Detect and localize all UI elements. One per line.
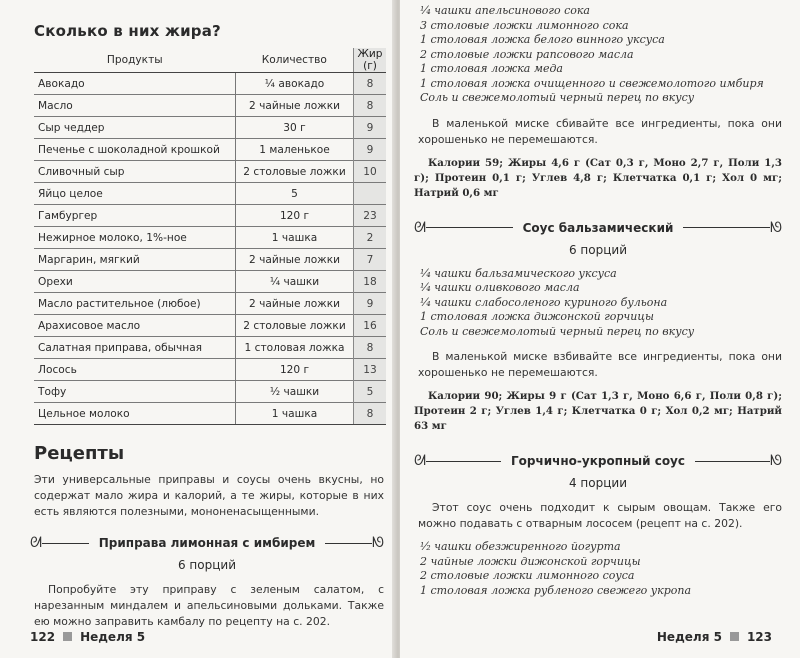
list-item: 2 столовые ложки рапсового масла	[420, 47, 634, 61]
quantity-cell: 120 г	[236, 205, 354, 227]
table-row	[34, 227, 386, 249]
fat-content-table	[34, 48, 386, 425]
table-header-row	[34, 48, 386, 73]
square-bullet-icon	[730, 632, 739, 641]
fat-cell: 9	[354, 117, 387, 139]
fat-cell: 8	[354, 403, 387, 425]
table-row	[34, 293, 386, 315]
left-page	[0, 0, 396, 658]
recipe-portions: 6 порций	[177, 558, 237, 572]
recipe-title-ornament	[414, 217, 782, 239]
list-item: 1 столовая ложка дижонской горчицы	[420, 310, 654, 323]
list-item: ¹⁄₄ чашки оливкового масла	[420, 281, 580, 294]
recipe-title-ornament	[414, 450, 782, 472]
recipe-portions: 4 порции	[568, 476, 628, 490]
list-item: 1 столовая ложка белого винного уксуса	[420, 33, 665, 46]
product-cell: Маргарин, мягкий	[34, 249, 236, 271]
quantity-cell: ¹⁄₄ чашки	[236, 271, 354, 293]
list-item: Соль и свежемолотый черный перец по вкусу	[420, 91, 695, 104]
table-row	[34, 315, 386, 337]
page-number: 122	[30, 630, 56, 644]
fat-cell: 8	[354, 95, 387, 117]
fat-cell: 8	[354, 73, 387, 95]
list-item: 2 столовые ложки лимонного соуса	[420, 569, 635, 582]
table-row	[34, 249, 386, 271]
recipe-title: Приправа лимонная с имбирем	[98, 536, 316, 550]
product-cell: Лосось	[34, 359, 236, 381]
table-row	[34, 381, 386, 403]
product-cell: Сливочный сыр	[34, 161, 236, 183]
col-header-fat: Жир (г)	[354, 48, 387, 73]
col-header-products: Продукты	[34, 48, 236, 73]
product-cell: Орехи	[34, 271, 236, 293]
table-row	[34, 73, 386, 95]
fat-cell: 16	[354, 315, 387, 337]
scroll-ornament-icon: ᘚ	[770, 219, 783, 236]
product-cell: Гамбургер	[34, 205, 236, 227]
fat-cell: 9	[354, 293, 387, 315]
method-balsamic: В маленькой миске взбивайте все ингредиенты, пока они хорошенько не перемешаются.	[418, 350, 782, 379]
quantity-cell: 1 чашка	[236, 227, 354, 249]
method-lemon: В маленькой миске сбивайте все ингредиенты, пока они хорошенько не перемешаются.	[418, 116, 782, 146]
quantity-cell: 30 г	[236, 117, 354, 139]
product-cell: Печенье с шоколадной крошкой	[34, 139, 236, 161]
quantity-cell: ¹⁄₂ чашки	[236, 381, 354, 403]
page-footer-right	[657, 630, 772, 644]
list-item: 2 чайные ложки дижонской горчицы	[420, 554, 641, 568]
right-page	[400, 0, 800, 658]
quantity-cell: 2 чайные ложки	[236, 95, 354, 117]
quantity-cell: ¹⁄₄ авокадо	[236, 73, 354, 95]
square-bullet-icon	[63, 632, 72, 641]
nutrition-lemon: Калории 59; Жиры 4,6 г (Сат 0,3 г, Моно 2,7 г, Поли 1,3 г); Протеин 0,1 г; Углев 4,8 г; Клетчатка 0,1 г; Хол 0 мг; Натрий 0,6 мг	[414, 156, 782, 199]
list-item: 1 столовая ложка очищенного и свежемолотого имбиря	[420, 76, 764, 90]
quantity-cell: 2 чайные ложки	[236, 249, 354, 271]
scroll-ornament-icon: ᘚ	[372, 535, 385, 551]
quantity-cell: 120 г	[236, 359, 354, 381]
table-row	[34, 337, 386, 359]
ingredient-list-lemon	[414, 4, 782, 106]
scroll-ornament-icon: ᘛ	[30, 535, 42, 551]
fat-cell	[354, 183, 387, 205]
recipe-description: Попробуйте эту приправу с зеленым салатом, с нарезанным миндалем и апельсиновыми дольками. Также ею можно заправить камбалу по рецепту на с. 202.	[34, 583, 384, 628]
quantity-cell: 1 маленькое	[236, 139, 354, 161]
fat-cell: 18	[354, 271, 387, 293]
product-cell: Масло растительное (любое)	[34, 293, 236, 315]
product-cell: Сыр чеддер	[34, 117, 236, 139]
page-footer-left	[30, 630, 145, 644]
col-header-quantity: Количество	[236, 48, 354, 73]
table-row	[34, 205, 386, 227]
fat-cell: 23	[354, 205, 387, 227]
fat-table-title: Сколько в них жира?	[34, 22, 221, 40]
list-item: Соль и свежемолотый черный перец по вкусу	[420, 324, 695, 338]
recipes-intro: Эти универсальные приправы и соусы очень вкусны, но содержат мало жира и калорий, а те жиры, которые в них есть являются полезными, мононенасыщенными.	[34, 473, 384, 518]
table-row	[34, 117, 386, 139]
scroll-ornament-icon: ᘚ	[770, 453, 782, 469]
product-cell: Цельное молоко	[34, 403, 236, 425]
product-cell: Авокадо	[34, 73, 236, 95]
table-row	[34, 271, 386, 293]
table-row	[34, 183, 386, 205]
quantity-cell: 2 столовые ложки	[236, 315, 354, 337]
list-item: ¹⁄₄ чашки слабосоленого куриного бульона	[420, 295, 668, 309]
fat-cell: 5	[354, 381, 387, 403]
product-cell: Яйцо целое	[34, 183, 236, 205]
nutrition-balsamic: Калории 90; Жиры 9 г (Сат 1,3 г, Моно 6,6 г, Поли 0,8 г); Протеин 2 г; Углев 1,4 г; Клетчатка 0 г; Хол 0,2 мг; Натрий 63 мг	[414, 390, 782, 432]
week-label: Неделя 5	[80, 630, 146, 644]
list-item: 1 столовая ложка рубленого свежего укропа	[420, 583, 692, 597]
recipe-title: Горчично-укропный соус	[511, 454, 685, 468]
quantity-cell: 2 чайные ложки	[236, 293, 354, 315]
quantity-cell: 1 столовая ложка	[236, 337, 354, 359]
recipe-title-ornament	[30, 532, 384, 554]
week-label: Неделя 5	[656, 630, 722, 644]
list-item: 3 столовые ложки лимонного сока	[420, 18, 629, 32]
product-cell: Арахисовое масло	[34, 315, 236, 337]
recipe-portions: 6 порций	[568, 242, 628, 257]
list-item: ¹⁄₂ чашки обезжиренного йогурта	[420, 540, 621, 553]
quantity-cell: 1 чашка	[236, 403, 354, 425]
fat-cell: 8	[354, 337, 387, 359]
scroll-ornament-icon: ᘛ	[414, 219, 426, 236]
recipe-title: Соус бальзамический	[522, 220, 674, 235]
fat-cell: 7	[354, 249, 387, 271]
list-item: ¹⁄₄ чашки бальзамического уксуса	[420, 266, 617, 280]
ingredient-list-mustard	[414, 540, 782, 598]
recipes-heading: Рецепты	[34, 443, 125, 464]
product-cell: Нежирное молоко, 1%-ное	[34, 227, 236, 249]
fat-cell: 10	[354, 161, 387, 183]
quantity-cell: 2 столовые ложки	[236, 161, 354, 183]
product-cell: Масло	[34, 95, 236, 117]
fat-cell: 2	[354, 227, 387, 249]
recipe-description: Этот соус очень подходит к сырым овощам. Также его можно подавать с отварным лососем (рецепт на с. 202).	[418, 501, 782, 530]
fat-cell: 9	[354, 139, 387, 161]
ingredient-list-balsamic	[414, 267, 782, 340]
table-row	[34, 161, 386, 183]
list-item: 1 столовая ложка меда	[420, 62, 563, 75]
scroll-ornament-icon: ᘛ	[414, 453, 426, 469]
table-row	[34, 95, 386, 117]
list-item: ¹⁄₄ чашки апельсинового сока	[420, 4, 590, 17]
quantity-cell: 5	[236, 183, 354, 205]
table-row	[34, 403, 386, 425]
fat-cell: 13	[354, 359, 387, 381]
table-row	[34, 139, 386, 161]
product-cell: Салатная приправа, обычная	[34, 337, 236, 359]
product-cell: Тофу	[34, 381, 236, 403]
page-number: 123	[746, 630, 772, 644]
table-row	[34, 359, 386, 381]
